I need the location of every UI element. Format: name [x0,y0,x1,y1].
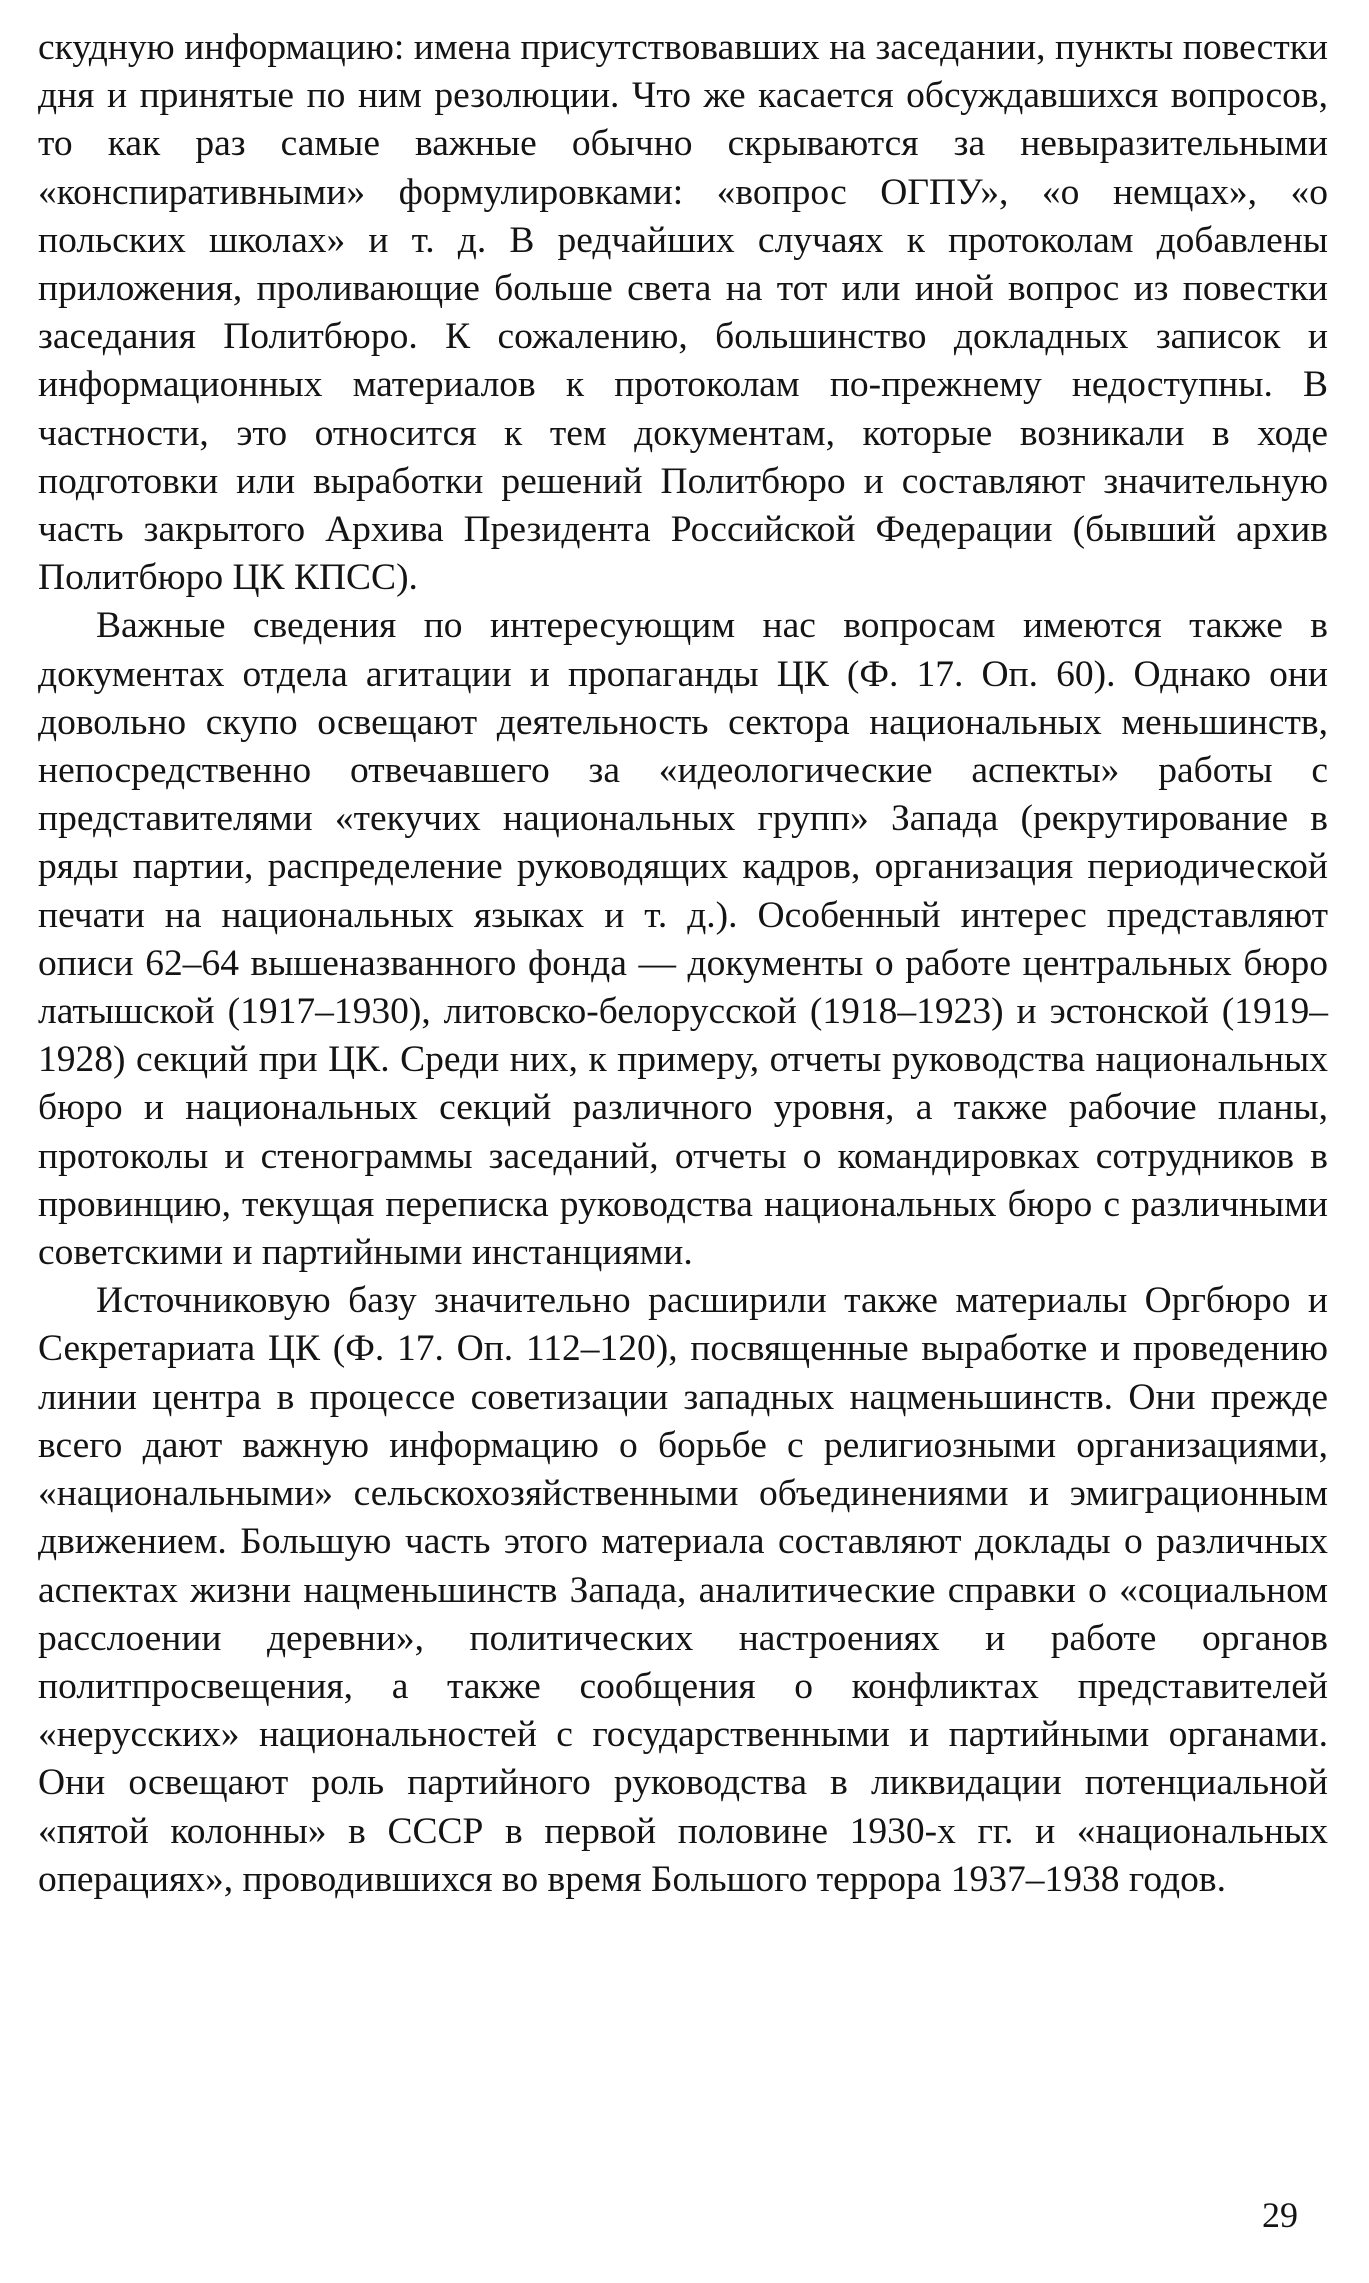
paragraph-archive-protocols: скудную информацию: имена присутствовавших на заседании, пункты повестки дня и принятые по ним резолюции. Что же касается обсуждавшихся вопросов, то как раз самые важные обычно скрываются за невыразительными «конспиративными» формулировками: «вопрос ОГПУ», «о немцах», «о польских школах» и т. д. В редчайших случаях к протоколам добавлены приложения, проливающие больше света на тот или иной вопрос из повестки заседания Политбюро. К сожалению, большинство докладных записок и информационных материалов к протоколам по-прежнему недоступны. В частности, это относится к тем документам, которые возникали в ходе подготовки или выработки решений Политбюро и составляют значительную часть закрытого Архива Президента Российской Федерации (бывший архив Политбюро ЦК КПСС). [38,27,1328,599]
paragraph-agitprop-department: Важные сведения по интересующим нас вопросам имеются также в документах отдела агитации и пропаганды ЦК (Ф. 17. Оп. 60). Однако они довольно скупо освещают деятельность сектора национальных меньшинств, непосредственно отвечавшего за «идеологические аспекты» работы с представителями «текучих национальных групп» Запада (рекрутирование в ряды партии, распределение руководящих кадров, организация периодической печати на национальных языках и т. д.). Особенный интерес представляют описи 62–64 вышеназванного фонда — документы о работе центральных бюро латышской (1917–1930), литовско-белорусской (1918–1923) и эстонской (1919–1928) секций при ЦК. Среди них, к примеру, отчеты руководства национальных бюро и национальных секций различного уровня, а также рабочие планы, протоколы и стенограммы заседаний, отчеты о командировках сотрудников в провинцию, текущая переписка руководства национальных бюро с различными советскими и партийными инстанциями. [38,605,1328,1274]
paragraph-orgburo-secretariat: Источниковую базу значительно расширили также материалы Оргбюро и Секретариата ЦК (Ф. 17. Оп. 112–120), посвященные выработке и проведению линии центра в процессе советизации западных нацменьшинств. Они прежде всего дают важную информацию о борьбе с религиозными организациями, «национальными» сельскохозяйственными объединениями и эмиграционным движением. Большую часть этого материала составляют доклады о различных аспектах жизни нацменьшинств Запада, аналитические справки о «социальном расслоении деревни», политических настроениях и работе органов политпросвещения, а также сообщения о конфликтах представителей «нерусских» национальностей с государственными и партийными органами. Они освещают роль партийного руководства в ликвидации потенциальной «пятой колонны» в СССР в первой половине 1930-х гг. и «национальных операциях», проводившихся во время Большого террора 1937–1938 годов. [38,1280,1328,1900]
page-number: 29 [1262,2195,1298,2235]
page-body [38,24,1328,1904]
